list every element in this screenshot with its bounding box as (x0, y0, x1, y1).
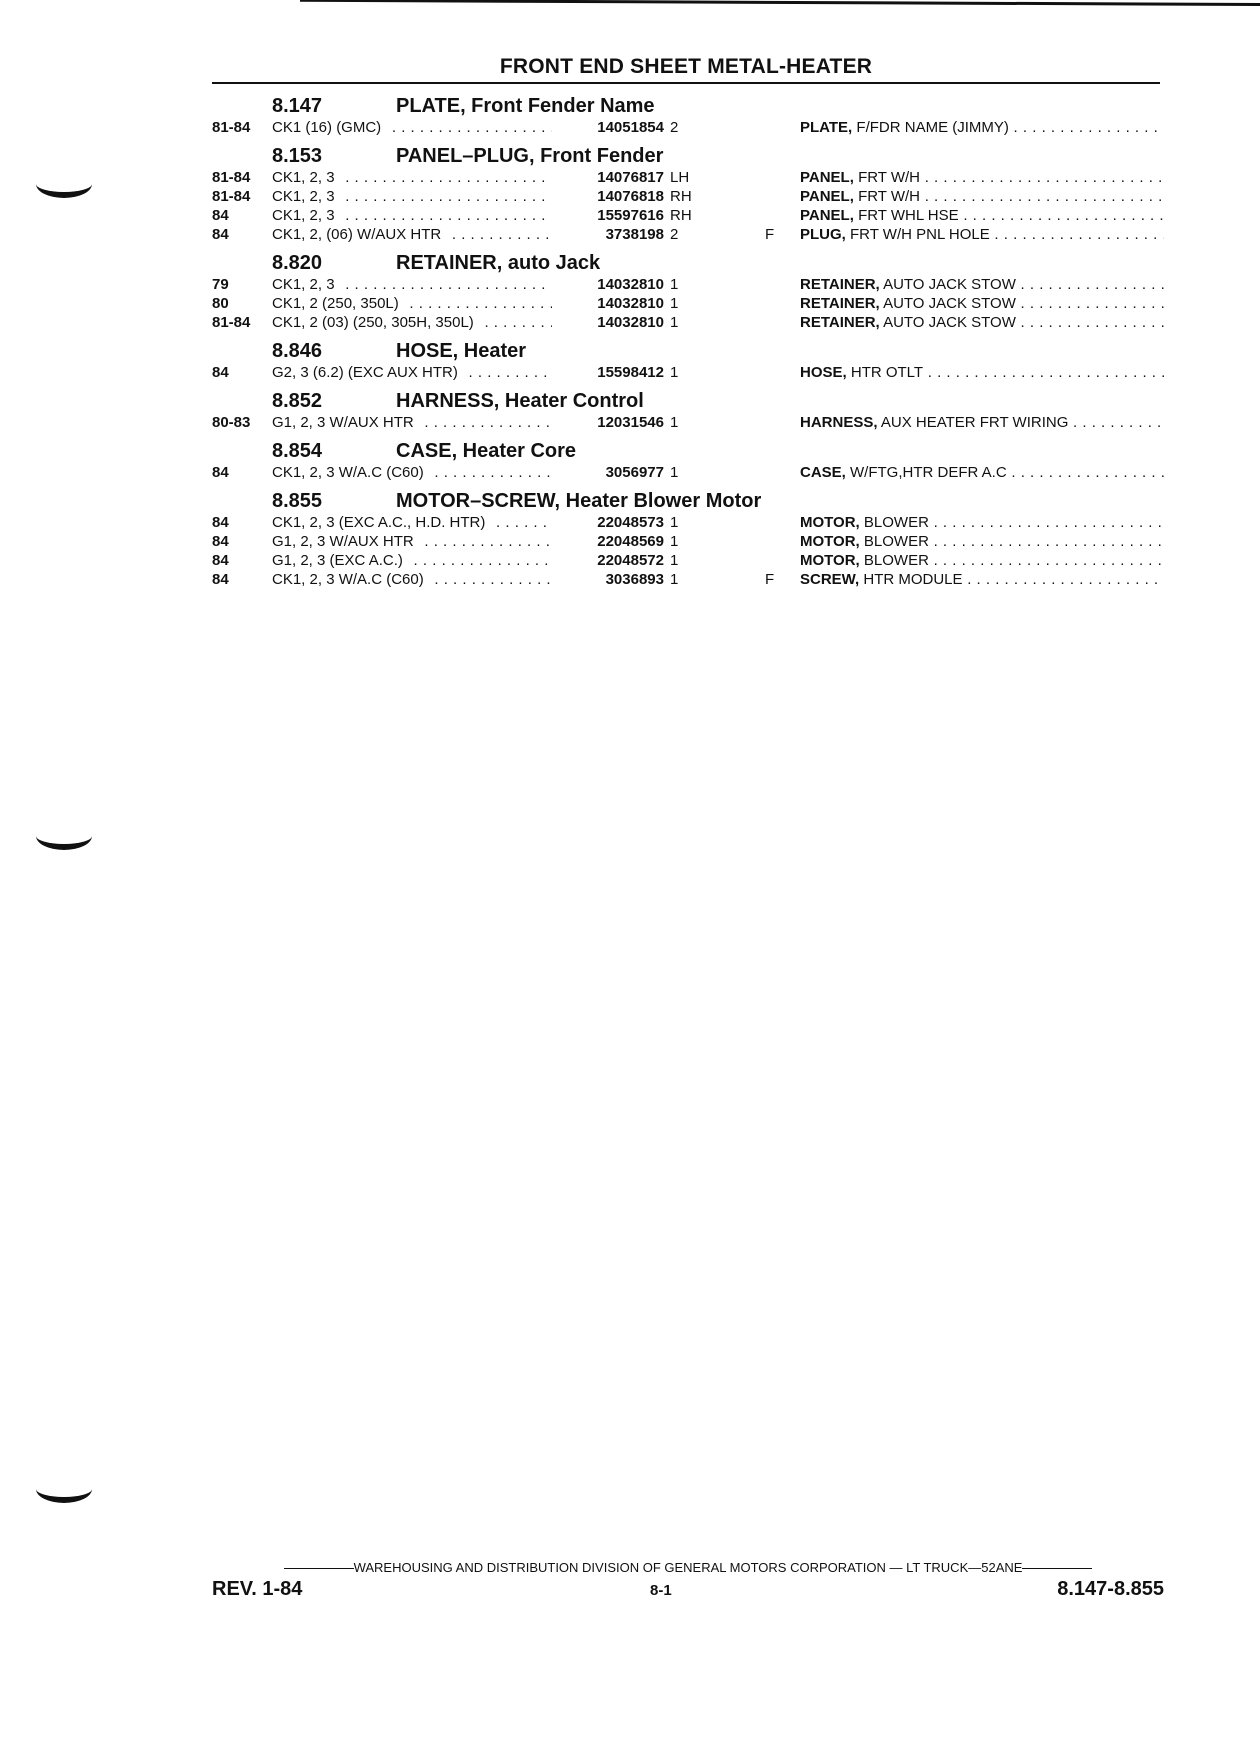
part-description: PLATE, F/FDR NAME (JIMMY) . . . (800, 119, 1164, 136)
part-number: 3036893 (552, 571, 664, 588)
part-number: 14051854 (552, 119, 664, 136)
model-year: 84 (212, 226, 229, 243)
part-row (212, 186, 1164, 205)
group-number: 8.153 (272, 145, 323, 167)
model-application: CK1, 2, (06) W/AUX HTR . . . (272, 226, 556, 243)
model-year: 81-84 (212, 314, 251, 331)
quantity: 2 (670, 119, 679, 136)
model-year: 84 (212, 207, 229, 224)
model-year: 84 (212, 571, 229, 588)
quantity: 1 (670, 414, 679, 431)
part-description: MOTOR, BLOWER . . . (800, 514, 1164, 531)
revision-label: REV. 1-84 (212, 1578, 303, 1600)
part-number: 15598412 (552, 364, 664, 381)
quantity: RH (670, 207, 692, 224)
model-year: 80 (212, 295, 229, 312)
quantity: 1 (670, 464, 679, 481)
group-number: 8.846 (272, 340, 323, 362)
group-name: HARNESS, Heater Control (396, 390, 644, 412)
title-rule (212, 82, 1160, 84)
group-number: 8.820 (272, 252, 323, 274)
model-year: 84 (212, 533, 229, 550)
model-application: CK1, 2, 3 W/A.C (C60) . . . (272, 571, 556, 588)
group-header (212, 244, 1164, 274)
part-description: PANEL, FRT W/H . . . (800, 169, 1164, 186)
part-row (212, 293, 1164, 312)
group-name: PANEL–PLUG, Front Fender (396, 145, 664, 167)
model-application: CK1, 2, 3 . . . (272, 188, 556, 205)
model-application: CK1, 2, 3 . . . (272, 276, 556, 293)
part-number: 22048569 (552, 533, 664, 550)
model-application: G1, 2, 3 W/AUX HTR . . . (272, 414, 556, 431)
group-number: 8.147 (272, 95, 323, 117)
part-description: MOTOR, BLOWER . . . (800, 533, 1164, 550)
quantity: 1 (670, 571, 679, 588)
part-number: 14076817 (552, 169, 664, 186)
flag-code: F (765, 571, 775, 588)
group-number: 8.855 (272, 490, 323, 512)
quantity: 1 (670, 552, 679, 569)
part-description: SCREW, HTR MODULE . . . (800, 571, 1164, 588)
model-application: CK1, 2, 3 W/A.C (C60) . . . (272, 464, 556, 481)
binder-hole-mark (36, 1475, 92, 1503)
page-number: 8-1 (650, 1582, 672, 1599)
footer-division: WAREHOUSING AND DISTRIBUTION DIVISION OF GENERAL MOTORS CORPORATION — LT TRUCK—52ANE (212, 1560, 1164, 1575)
group-header (212, 87, 1164, 117)
part-number: 14032810 (552, 276, 664, 293)
part-row (212, 274, 1164, 293)
group-header (212, 432, 1164, 462)
model-application: CK1, 2 (250, 350L) . . . (272, 295, 556, 312)
group-header (212, 137, 1164, 167)
binder-hole-mark (36, 170, 92, 198)
group-header (212, 332, 1164, 362)
model-year: 84 (212, 364, 229, 381)
part-number: 14076818 (552, 188, 664, 205)
part-number: 22048572 (552, 552, 664, 569)
model-year: 84 (212, 552, 229, 569)
group-name: HOSE, Heater (396, 340, 527, 362)
part-description: CASE, W/FTG,HTR DEFR A.C . . . (800, 464, 1164, 481)
part-row (212, 362, 1164, 381)
model-application: CK1, 2 (03) (250, 305H, 350L) . . . (272, 314, 556, 331)
section-range: 8.147-8.855 (1057, 1578, 1164, 1600)
model-year: 81-84 (212, 169, 251, 186)
part-row (212, 550, 1164, 569)
group-header (212, 482, 1164, 512)
quantity: 1 (670, 364, 679, 381)
part-row (212, 462, 1164, 481)
part-row (212, 205, 1164, 224)
quantity: 1 (670, 314, 679, 331)
part-number: 22048573 (552, 514, 664, 531)
quantity: 1 (670, 533, 679, 550)
part-description: RETAINER, AUTO JACK STOW . . . (800, 276, 1164, 293)
part-number: 12031546 (552, 414, 664, 431)
group-number: 8.852 (272, 390, 323, 412)
model-application: G1, 2, 3 W/AUX HTR . . . (272, 533, 556, 550)
part-description: PANEL, FRT W/H . . . (800, 188, 1164, 205)
part-row (212, 512, 1164, 531)
model-year: 81-84 (212, 119, 251, 136)
part-row (212, 167, 1164, 186)
quantity: 2 (670, 226, 679, 243)
part-description: RETAINER, AUTO JACK STOW . . . (800, 295, 1164, 312)
group-name: CASE, Heater Core (396, 440, 577, 462)
model-application: CK1, 2, 3 (EXC A.C., H.D. HTR) . . . (272, 514, 556, 531)
part-description: HOSE, HTR OTLT . . . (800, 364, 1164, 381)
group-name: RETAINER, auto Jack (396, 252, 601, 274)
part-number: 14032810 (552, 295, 664, 312)
quantity: 1 (670, 514, 679, 531)
page-title: FRONT END SHEET METAL-HEATER (499, 55, 873, 78)
part-number: 3056977 (552, 464, 664, 481)
part-number: 14032810 (552, 314, 664, 331)
quantity: RH (670, 188, 692, 205)
part-number: 15597616 (552, 207, 664, 224)
top-edge-line (300, 0, 1260, 6)
quantity: LH (670, 169, 690, 186)
model-application: CK1, 2, 3 . . . (272, 207, 556, 224)
quantity: 1 (670, 276, 679, 293)
part-row (212, 312, 1164, 331)
group-number: 8.854 (272, 440, 323, 462)
part-description: RETAINER, AUTO JACK STOW . . . (800, 314, 1164, 331)
part-description: HARNESS, AUX HEATER FRT WIRING . . . (800, 414, 1164, 431)
model-year: 80-83 (212, 414, 251, 431)
model-year: 84 (212, 514, 229, 531)
group-name: PLATE, Front Fender Name (396, 95, 655, 117)
group-header (212, 382, 1164, 412)
flag-code: F (765, 226, 775, 243)
model-year: 79 (212, 276, 229, 293)
model-application: CK1 (16) (GMC) . . . (272, 119, 556, 136)
part-description: PANEL, FRT WHL HSE . . . (800, 207, 1164, 224)
part-row (212, 117, 1164, 136)
model-application: CK1, 2, 3 . . . (272, 169, 556, 186)
part-description: MOTOR, BLOWER . . . (800, 552, 1164, 569)
part-row (212, 531, 1164, 550)
parts-list (212, 86, 1164, 588)
binder-hole-mark (36, 822, 92, 850)
part-number: 3738198 (552, 226, 664, 243)
group-name: MOTOR–SCREW, Heater Blower Motor (396, 490, 762, 512)
part-row (212, 224, 1164, 243)
quantity: 1 (670, 295, 679, 312)
part-row (212, 412, 1164, 431)
model-year: 81-84 (212, 188, 251, 205)
model-application: G1, 2, 3 (EXC A.C.) . . . (272, 552, 556, 569)
model-application: G2, 3 (6.2) (EXC AUX HTR) . . . (272, 364, 556, 381)
part-description: PLUG, FRT W/H PNL HOLE . . . (800, 226, 1164, 243)
part-row (212, 569, 1164, 588)
model-year: 84 (212, 464, 229, 481)
